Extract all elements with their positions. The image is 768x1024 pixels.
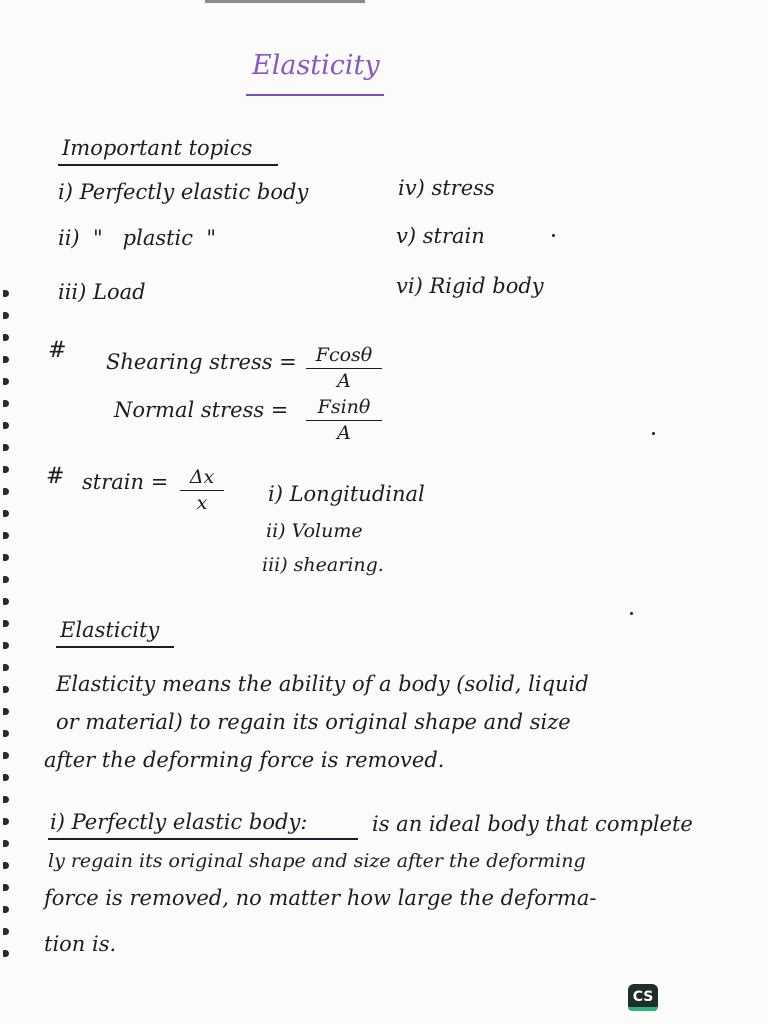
strain-hash-mark: # xyxy=(46,464,65,489)
strain-label: strain = xyxy=(82,470,169,494)
shearing-stress-fraction xyxy=(306,346,382,391)
logo-accent-bar xyxy=(628,1007,658,1011)
topic-item-2: ii) " plastic " xyxy=(58,226,217,250)
strain-numerator: Δx xyxy=(180,468,224,491)
pen-dot xyxy=(630,612,633,615)
topic-item-1: i) Perfectly elastic body xyxy=(58,180,309,204)
perfectly-elastic-underline xyxy=(48,838,358,840)
strain-type-3: iii) shearing. xyxy=(262,554,384,576)
pen-dot xyxy=(552,234,555,237)
topic-item-4: iv) stress xyxy=(398,176,495,200)
topic-item-5: v) strain xyxy=(396,224,485,248)
important-topics-underline xyxy=(58,164,278,166)
definition-line-3: after the deforming force is removed. xyxy=(44,748,445,772)
normal-stress-label: Normal stress = xyxy=(114,398,289,422)
normal-stress-fraction xyxy=(306,398,382,443)
strain-type-2: ii) Volume xyxy=(266,520,363,542)
topic-item-3: iii) Load xyxy=(58,280,146,304)
hash-mark: # xyxy=(48,338,67,363)
title-underline xyxy=(246,94,384,96)
logo-text: CS xyxy=(632,989,654,1005)
pen-dot xyxy=(652,432,655,435)
shearing-stress-label: Shearing stress = xyxy=(106,350,297,374)
strain-denominator: x xyxy=(196,492,208,514)
important-topics-heading: Imoportant topics xyxy=(62,136,253,160)
page-title: Elasticity xyxy=(252,50,380,81)
perfectly-elastic-term: i) Perfectly elastic body: xyxy=(50,810,308,834)
strain-fraction xyxy=(180,468,224,513)
spiral-binding xyxy=(0,290,16,970)
shearing-numerator: Fcosθ xyxy=(306,346,382,369)
normal-denominator: A xyxy=(337,422,351,444)
perfectly-elastic-line-2: ly regain its original shape and size after the deforming xyxy=(48,850,586,872)
perfectly-elastic-line-4: tion is. xyxy=(44,932,117,956)
perfectly-elastic-line-3: force is removed, no matter how large the deforma- xyxy=(44,886,597,910)
top-edge-bar xyxy=(205,0,365,3)
perfectly-elastic-line-1: is an ideal body that complete xyxy=(372,812,693,836)
elasticity-heading: Elasticity xyxy=(60,618,160,642)
shearing-denominator: A xyxy=(337,370,351,392)
definition-line-1: Elasticity means the ability of a body (solid, liquid xyxy=(56,672,589,696)
camscanner-logo xyxy=(628,984,658,1011)
topic-item-6: vi) Rigid body xyxy=(396,274,544,298)
strain-type-1: i) Longitudinal xyxy=(268,482,425,506)
normal-numerator: Fsinθ xyxy=(306,398,382,421)
definition-line-2: or material) to regain its original shape and size xyxy=(56,710,571,734)
elasticity-underline xyxy=(56,646,174,648)
